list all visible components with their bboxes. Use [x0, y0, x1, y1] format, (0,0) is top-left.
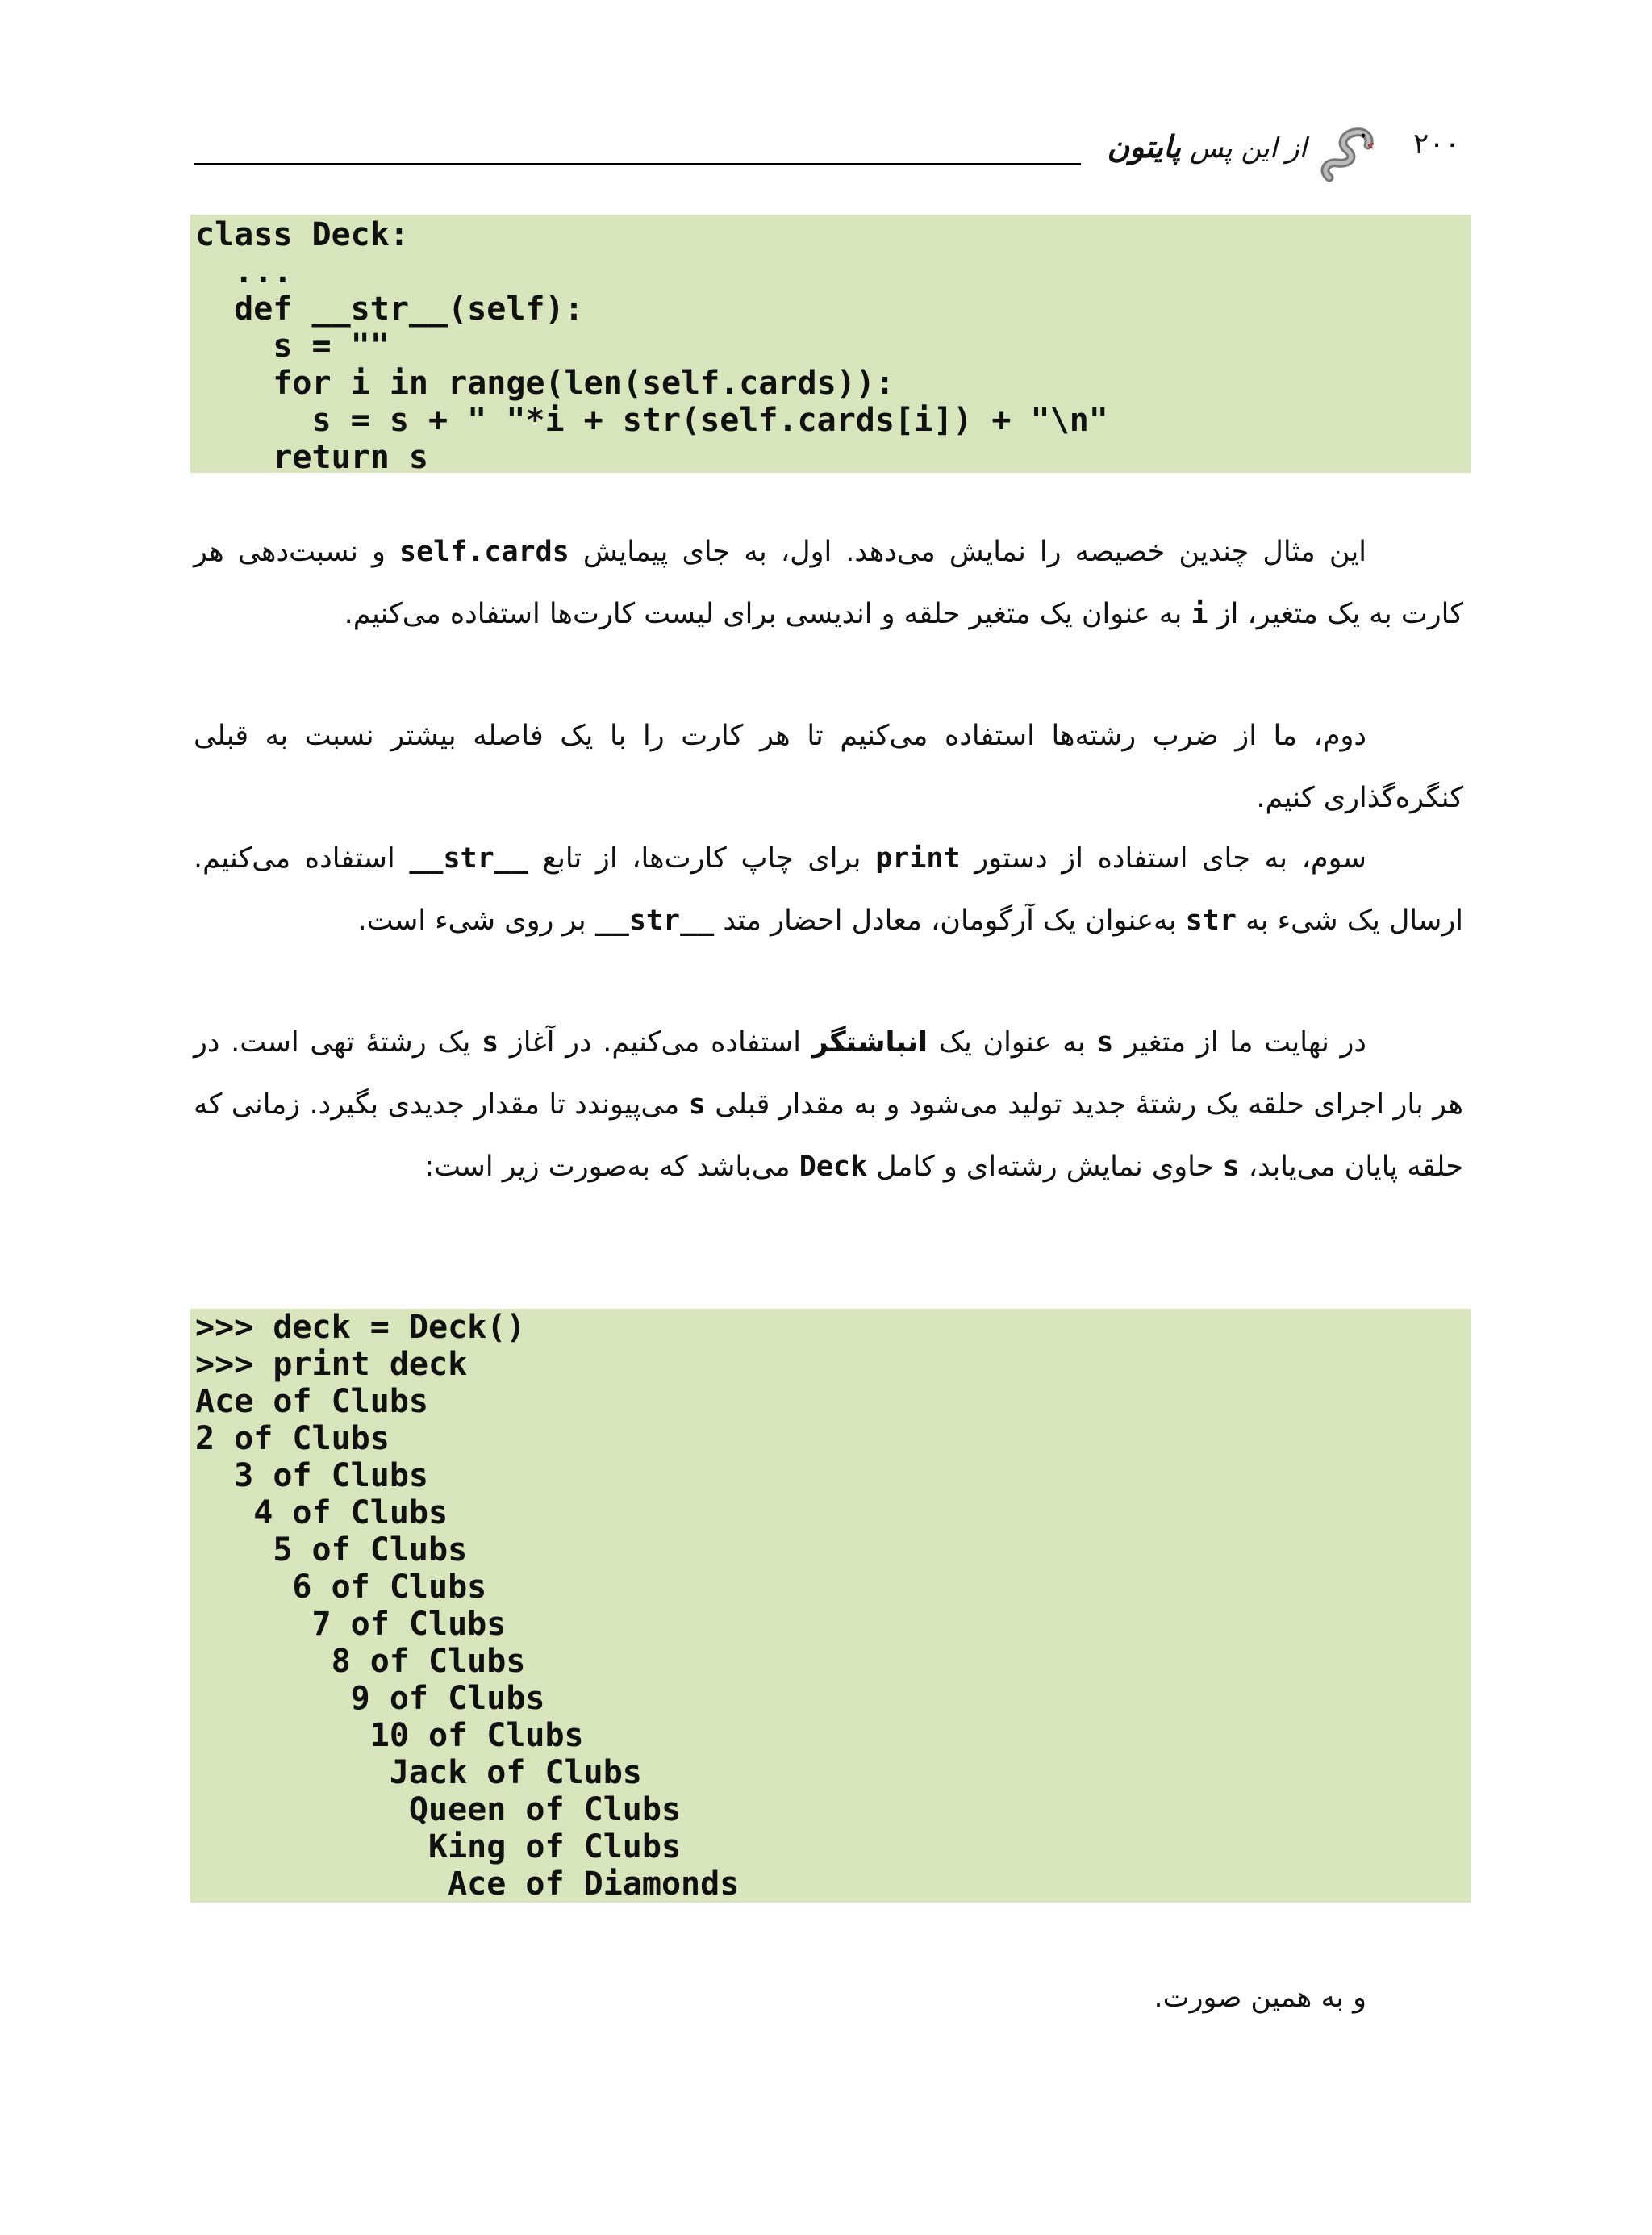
code-line: s = s + " "*i + str(self.cards[i]) + "\n" — [195, 402, 1108, 439]
code-line: Jack of Clubs — [195, 1754, 642, 1791]
paragraph-text: و به همین صورت. — [1153, 1982, 1366, 2014]
inline-code: Deck — [799, 1151, 868, 1183]
code-line: ... — [195, 253, 293, 290]
page-number: ۲۰۰ — [1412, 127, 1460, 161]
code-line: 2 of Clubs — [195, 1420, 390, 1457]
code-line: 5 of Clubs — [195, 1531, 468, 1569]
paragraph-text: حاوی نمایش رشته‌ای و کامل — [867, 1151, 1223, 1183]
code-line: 9 of Clubs — [195, 1680, 545, 1717]
code-line: 6 of Clubs — [195, 1569, 487, 1606]
book-title-prefix: از این پس — [1181, 132, 1307, 165]
code-line: 7 of Clubs — [195, 1606, 507, 1643]
code-line: 8 of Clubs — [195, 1643, 526, 1680]
snake-mascot-icon — [1315, 121, 1379, 186]
page-header — [194, 121, 1460, 178]
paragraph-text: می‌پیوندد تا مقدار جدیدی بگیرد. زمانی که حلقه پایان می‌یابد، — [194, 1088, 1463, 1183]
code-line: for i in range(len(self.cards)): — [195, 365, 895, 402]
paragraph-text: به عنوان یک متغیر حلقه و اندیسی برای لیست کارت‌ها استفاده می‌کنیم. — [344, 598, 1191, 630]
inline-code: __str__ — [594, 904, 715, 937]
code-line: def __str__(self): — [195, 290, 584, 328]
code-line: Ace of Clubs — [195, 1383, 428, 1420]
paragraph-5 — [194, 1967, 1463, 2029]
inline-code: s — [688, 1088, 706, 1121]
paragraph-3 — [194, 828, 1463, 952]
paragraph-text: به‌عنوان یک آرگومان، معادل احضار متد — [714, 904, 1186, 937]
header-rule — [194, 163, 1081, 165]
book-title — [1107, 129, 1307, 178]
code-line: Queen of Clubs — [195, 1791, 682, 1828]
paragraph-1 — [194, 521, 1463, 645]
code-line: s = "" — [195, 328, 390, 365]
paragraph-text: یک رشتهٔ تهی است. در هر بار اجرای حلقه یک رشتهٔ جدید تولید می‌شود و به مقدار قبلی — [194, 1026, 1463, 1121]
paragraph-text: استفاده می‌کنیم. ارسال یک شیء به — [194, 842, 1463, 937]
code-block-print-deck — [190, 1309, 1471, 1903]
code-line: >>> deck = Deck() — [195, 1309, 526, 1346]
code-line: 10 of Clubs — [195, 1717, 584, 1754]
code-line: class Deck: — [195, 216, 409, 253]
paragraph-text: برای چاپ کارت‌ها، از تابع — [528, 842, 876, 875]
code-line: 4 of Clubs — [195, 1494, 448, 1531]
inline-code: self.cards — [399, 536, 569, 568]
inline-code: s — [1096, 1026, 1114, 1059]
book-title-bold: پایتون — [1107, 129, 1182, 165]
paragraph-text: می‌باشد که به‌صورت زیر است: — [424, 1151, 799, 1183]
code-line: return s — [195, 439, 428, 476]
code-line: >>> print deck — [195, 1346, 468, 1383]
code-line: King of Clubs — [195, 1828, 682, 1865]
inline-code: s — [1222, 1151, 1240, 1183]
code-line: 3 of Clubs — [195, 1457, 428, 1494]
code-block-deck-str — [190, 215, 1471, 476]
inline-code: str — [1185, 904, 1237, 937]
code-line: Ace of Diamonds — [195, 1865, 740, 1903]
inline-code: s — [482, 1026, 499, 1059]
inline-code: i — [1191, 598, 1208, 630]
paragraph-text: به عنوان یک — [928, 1026, 1097, 1059]
paragraph-text: این مثال چندین خصیصه را نمایش می‌دهد. اول، به جای پیمایش — [569, 536, 1366, 568]
paragraph-text: و نسبت‌دهی هر کارت به یک متغیر، از — [194, 536, 1463, 630]
inline-code: print — [875, 842, 961, 875]
paragraph-text: در نهایت ما از متغیر — [1113, 1026, 1366, 1059]
paragraph-text: استفاده می‌کنیم. در آغاز — [499, 1026, 812, 1059]
paragraph-text: دوم، ما از ضرب رشته‌ها استفاده می‌کنیم تا هر کارت را با یک فاصله بیشتر نسبت به قبلی کنگره‌گذاری کنیم. — [194, 720, 1463, 814]
paragraph-text: بر روی شیء است. — [357, 904, 595, 937]
paragraph-2 — [194, 705, 1463, 829]
paragraph-text: سوم، به جای استفاده از دستور — [960, 842, 1367, 875]
bold-term: انباشتگر — [811, 1026, 928, 1059]
inline-code: __str__ — [409, 842, 528, 875]
paragraph-4 — [194, 1012, 1463, 1198]
